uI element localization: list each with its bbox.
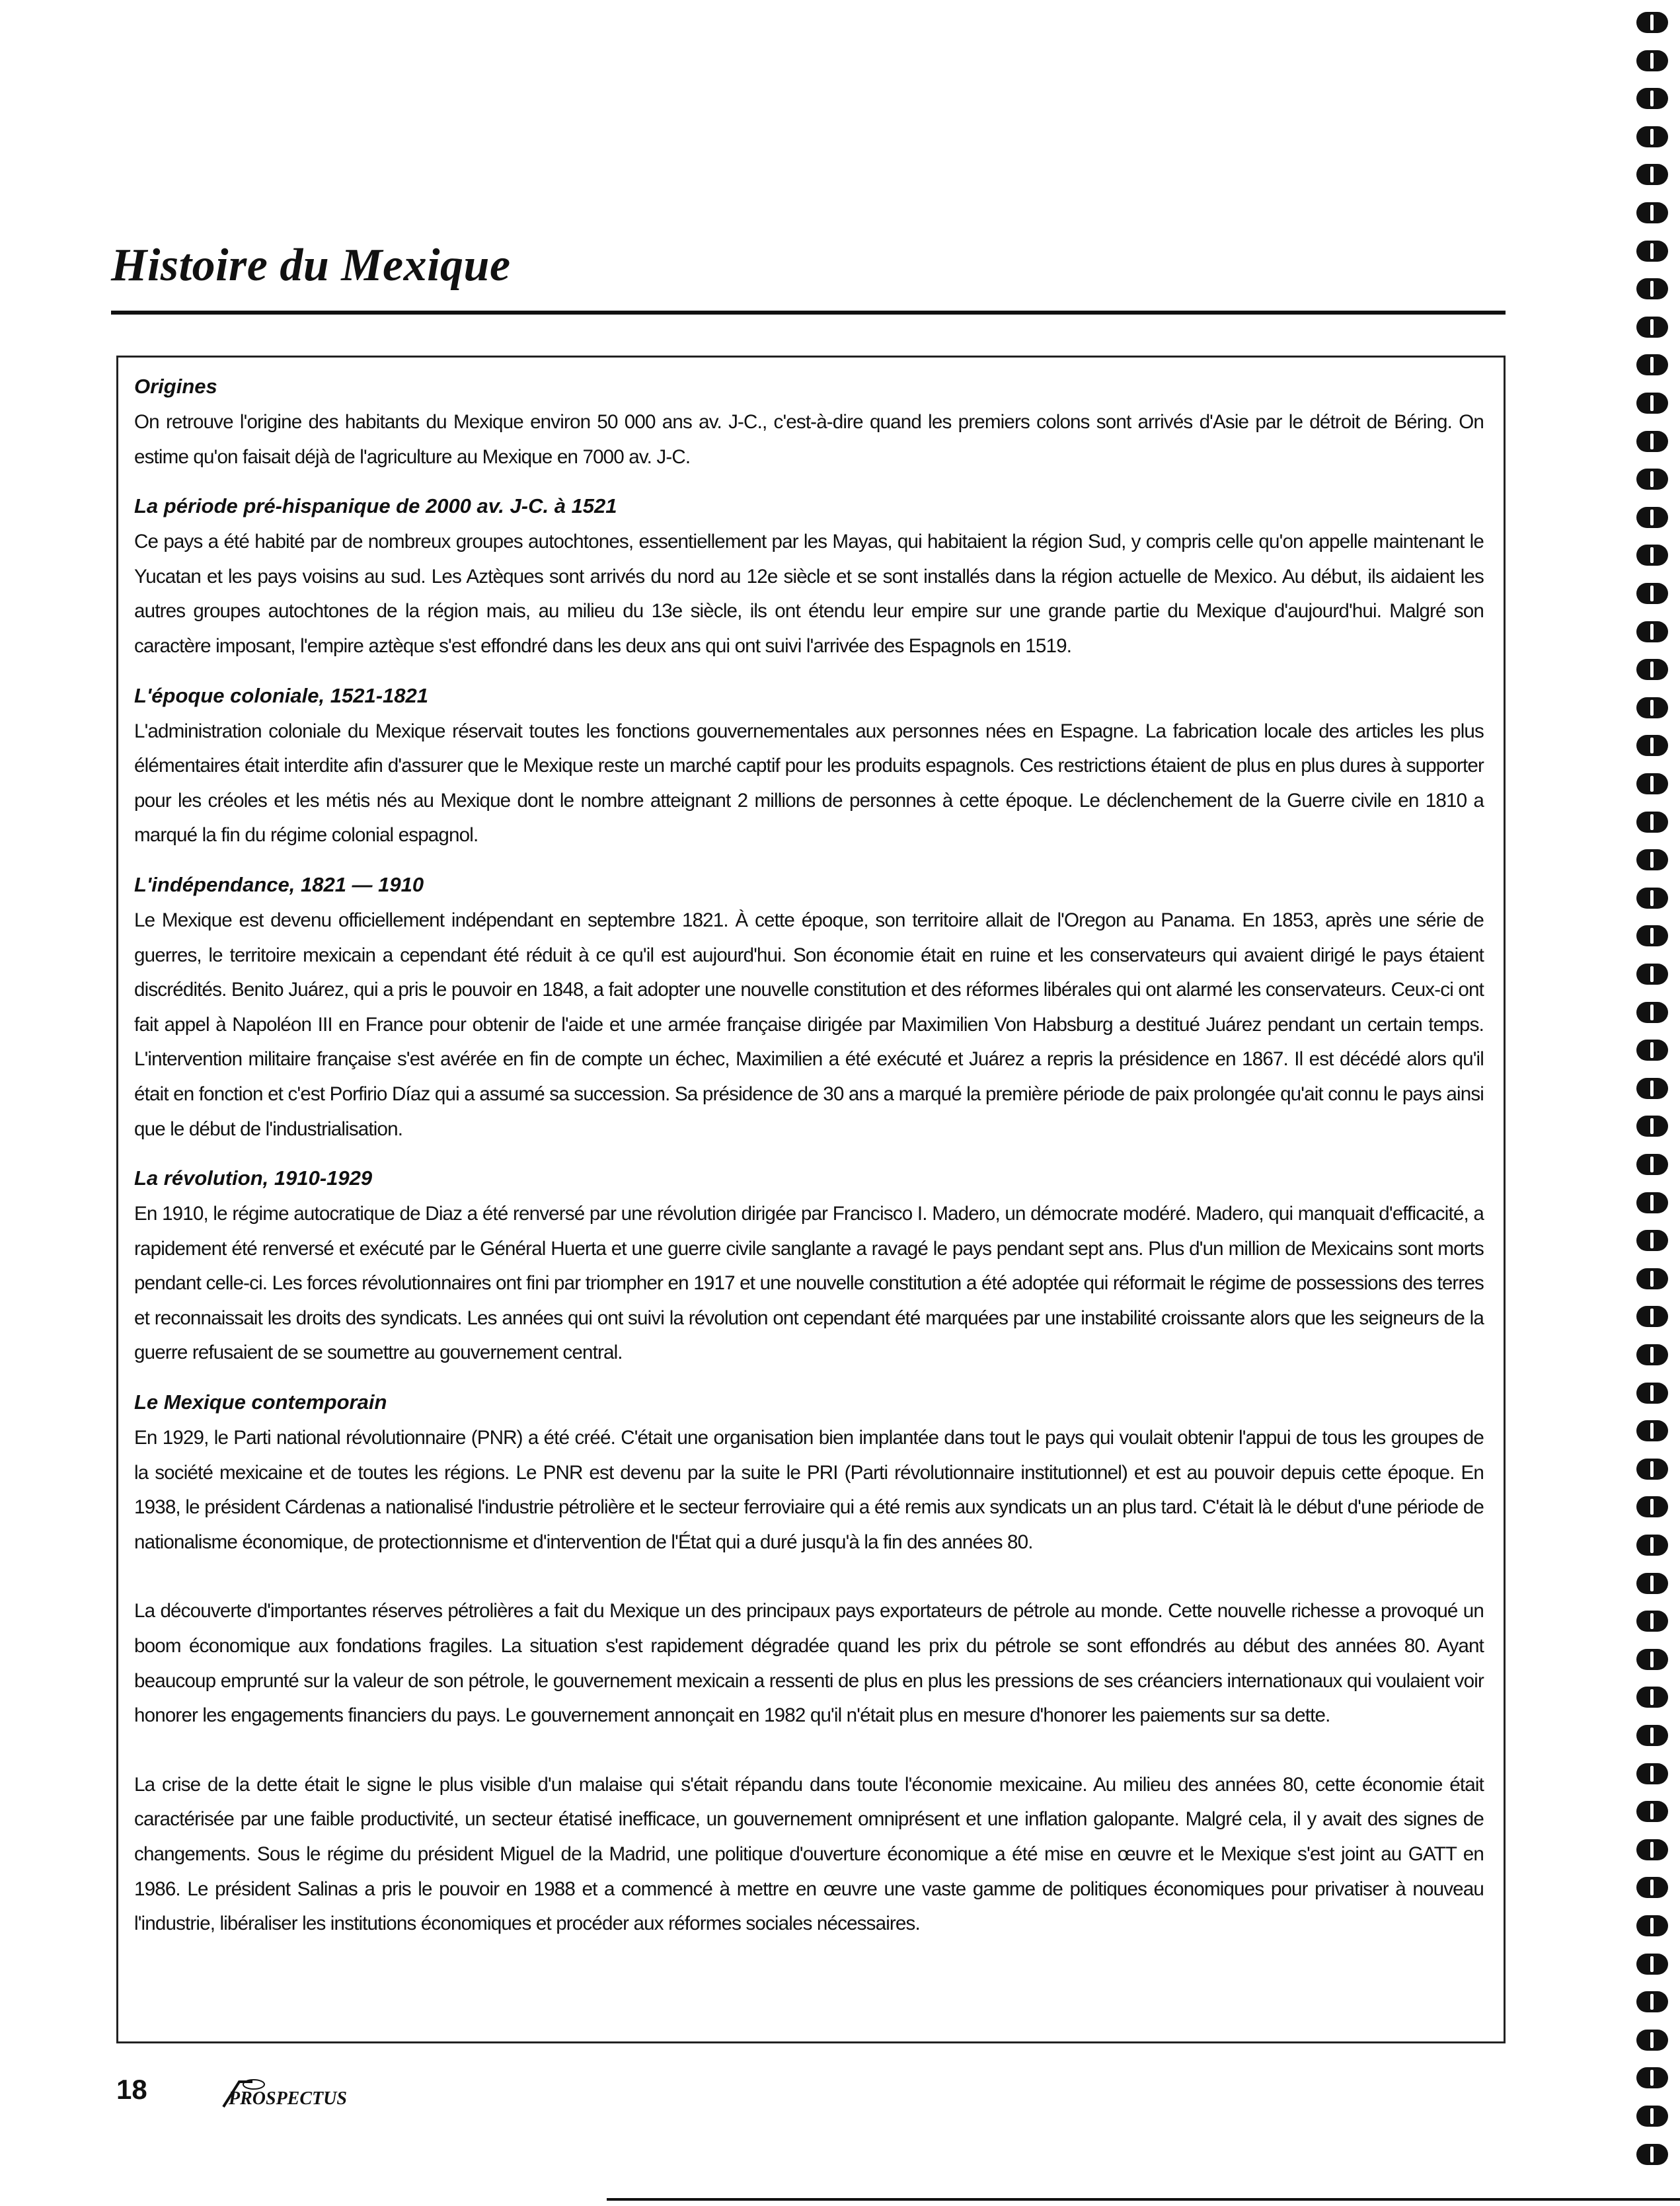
binding-hole-icon: [1636, 1801, 1668, 1822]
section-pre-hispanique: [134, 492, 1484, 664]
binding-hole-icon: [1636, 1383, 1668, 1404]
binding-hole-icon: [1636, 1154, 1668, 1175]
binding-hole-icon: [1636, 431, 1668, 452]
binding-hole-icon: [1636, 1116, 1668, 1137]
page-number: 18: [116, 2074, 147, 2105]
binding-hole-icon: [1636, 1954, 1668, 1975]
binding-hole-icon: [1636, 50, 1668, 71]
section-paragraph: Le Mexique est devenu officiellement indépendant en septembre 1821. À cette époque, son territoire allait de l'Oregon au Panama. En 1853, après une série de guerres, le territoire mexicain a cependant été réduit à ce qu'il est aujourd'hui. Son économie était en ruine et les conservateurs qui avaient dirigé le pays étaient discrédités. Benito Juárez, qui a pris le pouvoir en 1848, a fait adopter une nouvelle constitution et des réformes libérales qui ont alarmé les conservateurs. Ceux-ci ont fait appel à Napoléon III en France pour obtenir de l'aide et une armée française dirigée par Maximilien Von Habsburg a destitué Juárez pendant un certain temps. L'intervention militaire française s'est avérée en fin de compte un échec, Maximilien a été exécuté et Juárez a repris la présidence en 1867. Il est décédé alors qu'il était en fonction et c'est Porfirio Díaz qui a assumé sa succession. Sa présidence de 30 ans a marqué la première période de paix prolongée qu'ait connu le pays ainsi que le début de l'industrialisation.: [134, 909, 1484, 1140]
section-paragraph: Ce pays a été habité par de nombreux groupes autochtones, essentiellement par les Mayas, qui habitaient la région Sud, y compris celle qu'on appelle maintenant le Yucatan et les pays voisins au sud. Les Aztèques sont arrivés du nord au 12e siècle et se sont installés dans la région actuelle de Mexico. Au début, ils aidaient les autres groupes autochtones de la région mais, au milieu du 13e siècle, ils ont étendu leur empire sur une grande partie du Mexique d'aujourd'hui. Malgré son caractère imposant, l'empire aztèque s'est effondré dans les deux ans qui ont suivi l'arrivée des Espagnols en 1519.: [134, 531, 1484, 657]
binding-hole-icon: [1636, 849, 1668, 870]
binding-hole-icon: [1636, 1877, 1668, 1898]
binding-hole-icon: [1636, 202, 1668, 223]
binding-hole-icon: [1636, 88, 1668, 109]
section-heading: La période pré-hispanique de 2000 av. J-C. à 1521: [134, 494, 617, 518]
binding-hole-icon: [1636, 1306, 1668, 1327]
binding-hole-icon: [1636, 964, 1668, 985]
section-heading: L'indépendance, 1821 — 1910: [134, 872, 424, 896]
binding-hole-icon: [1636, 393, 1668, 414]
binding-hole-icon: [1636, 469, 1668, 490]
page-title: Histoire du Mexique: [111, 240, 511, 291]
binding-hole-icon: [1636, 545, 1668, 566]
binding-hole-icon: [1636, 773, 1668, 794]
binding-hole-icon: [1636, 1839, 1668, 1860]
binding-hole-icon: [1636, 2144, 1668, 2165]
binding-hole-icon: [1636, 1725, 1668, 1746]
binding-hole-icon: [1636, 1078, 1668, 1099]
binding-hole-icon: [1636, 1991, 1668, 2012]
binding-hole-icon: [1636, 164, 1668, 185]
binding-hole-icon: [1636, 925, 1668, 946]
section-heading: La révolution, 1910-1929: [134, 1166, 373, 1190]
section-independance: [134, 870, 1484, 1147]
section-origines: [134, 372, 1484, 475]
binding-hole-icon: [1636, 507, 1668, 528]
binding-hole-icon: [1636, 1002, 1668, 1023]
section-revolution: [134, 1164, 1484, 1371]
binding-hole-icon: [1636, 1040, 1668, 1061]
section-paragraph: On retrouve l'origine des habitants du Mexique environ 50 000 ans av. J-C., c'est-à-dire quand les premiers colons sont arrivés d'Asie par le détroit de Béring. On estime qu'on faisait déjà de l'agriculture au Mexique en 7000 av. J-C.: [134, 411, 1484, 468]
section-heading: Origines: [134, 375, 217, 398]
section-paragraph: L'administration coloniale du Mexique réservait toutes les fonctions gouvernementales aux personnes nées en Espagne. La fabrication locale des articles les plus élémentaires était interdite afin d'assurer que le Mexique reste un marché captif pour les produits espagnols. Ces restrictions étaient de plus en plus dures à supporter pour les créoles et les métis nés au Mexique dont le nombre atteignant 2 millions de personnes à cette époque. Le déclenchement de la Guerre civile en 1810 a marqué la fin du régime colonial espagnol.: [134, 720, 1484, 847]
binding-hole-icon: [1636, 241, 1668, 262]
binding-hole-icon: [1636, 1535, 1668, 1556]
section-paragraph: En 1929, le Parti national révolutionnaire (PNR) a été créé. C'était une organisation bien implantée dans tout le pays qui voulait obtenir l'appui de tous les groupes de la société mexicaine et de toutes les régions. Le PNR est devenu par la suite le PRI (Parti révolutionnaire institutionnel) et est au pouvoir depuis cette époque. En 1938, le président Cárdenas a nationalisé l'industrie pétrolière et le secteur ferroviaire qui a été remis aux syndicats un an plus tard. C'était là le début d'une période de nationalisme économique, de protectionnisme et d'intervention de l'État qui a duré jusqu'à la fin des années 80.: [134, 1427, 1484, 1553]
section-coloniale: [134, 681, 1484, 853]
binding-hole-icon: [1636, 1915, 1668, 1936]
title-rule: [111, 311, 1506, 315]
binding-hole-icon: [1636, 1420, 1668, 1441]
binding-holes-column: [1631, 12, 1671, 2193]
binding-hole-icon: [1636, 583, 1668, 604]
binding-hole-icon: [1636, 354, 1668, 375]
binding-hole-icon: [1636, 1459, 1668, 1480]
brand-logo-text: PROSPECTUS: [229, 2088, 347, 2109]
binding-hole-icon: [1636, 1230, 1668, 1251]
binding-hole-icon: [1636, 1192, 1668, 1213]
binding-hole-icon: [1636, 2067, 1668, 2088]
binding-hole-icon: [1636, 888, 1668, 909]
binding-hole-icon: [1636, 278, 1668, 299]
binding-hole-icon: [1636, 697, 1668, 718]
binding-hole-icon: [1636, 2106, 1668, 2127]
binding-hole-icon: [1636, 1573, 1668, 1594]
binding-hole-icon: [1636, 126, 1668, 147]
binding-hole-icon: [1636, 1649, 1668, 1670]
prospectus-logo-icon: [219, 2075, 371, 2115]
section-paragraph: En 1910, le régime autocratique de Diaz a été renversé par une révolution dirigée par Francisco I. Madero, un démocrate modéré. Madero, qui manquait d'efficacité, a rapidement été renversé et exécuté par le Général Huerta et une guerre civile sanglante a ravagé le pays pendant sept ans. Plus d'un million de Mexicains sont morts pendant celle-ci. Les forces révolutionnaires ont fini par triompher en 1917 et une nouvelle constitution a été adoptée qui réformait le régime de possessions des terres et reconnaissait les droits des syndicats. Les années qui ont suivi la révolution ont cependant été marquées par une instabilité croissante alors que les seigneurs de la guerre refusaient de se soumettre au gouvernement central.: [134, 1203, 1484, 1364]
binding-hole-icon: [1636, 812, 1668, 833]
binding-hole-icon: [1636, 1268, 1668, 1289]
section-heading: L'époque coloniale, 1521-1821: [134, 683, 428, 707]
binding-hole-icon: [1636, 317, 1668, 338]
binding-hole-icon: [1636, 1763, 1668, 1784]
binding-hole-icon: [1636, 1611, 1668, 1632]
binding-hole-icon: [1636, 2030, 1668, 2051]
binding-hole-icon: [1636, 659, 1668, 680]
section-paragraph: La crise de la dette était le signe le plus visible d'un malaise qui s'était répandu dans toute l'économie mexicaine. Au milieu des années 80, cette économie était caractérisée par une faible productivité, un secteur étatisé inefficace, un gouvernement omniprésent et une inflation galopante. Malgré cela, il y avait des signes de changements. Sous le régime du président Miguel de la Madrid, une politique d'ouverture économique a été mise en œuvre et le Mexique s'est joint au GATT en 1986. Le président Salinas a pris le pouvoir en 1988 et a commencé à mettre en œuvre une vaste gamme de politiques économiques pour privatiser à nouveau l'industrie, libéraliser les institutions économiques et procéder aux réformes sociales nécessaires.: [134, 1773, 1484, 1935]
binding-hole-icon: [1636, 1687, 1668, 1708]
binding-hole-icon: [1636, 12, 1668, 33]
binding-hole-icon: [1636, 1344, 1668, 1365]
history-content-box: [116, 356, 1506, 2043]
section-contemporain: [134, 1388, 1484, 1942]
section-heading: Le Mexique contemporain: [134, 1390, 387, 1414]
bottom-rule: [607, 2198, 1680, 2201]
binding-hole-icon: [1636, 621, 1668, 642]
binding-hole-icon: [1636, 735, 1668, 756]
section-paragraph: La découverte d'importantes réserves pétrolières a fait du Mexique un des principaux pays exportateurs de pétrole au monde. Cette nouvelle richesse a provoqué un boom économique aux fondations fragiles. La situation s'est rapidement dégradée quand les prix du pétrole se sont effondrés au début des années 80. Ayant beaucoup emprunté sur la valeur de son pétrole, le gouvernement mexicain a ressenti de plus en plus les pressions de ses créanciers internationaux qui voulaient voir honorer les engagements financiers du pays. Le gouvernement annonçait en 1982 qu'il n'était plus en mesure d'honorer les paiements sur sa dette.: [134, 1600, 1484, 1727]
binding-hole-icon: [1636, 1496, 1668, 1517]
